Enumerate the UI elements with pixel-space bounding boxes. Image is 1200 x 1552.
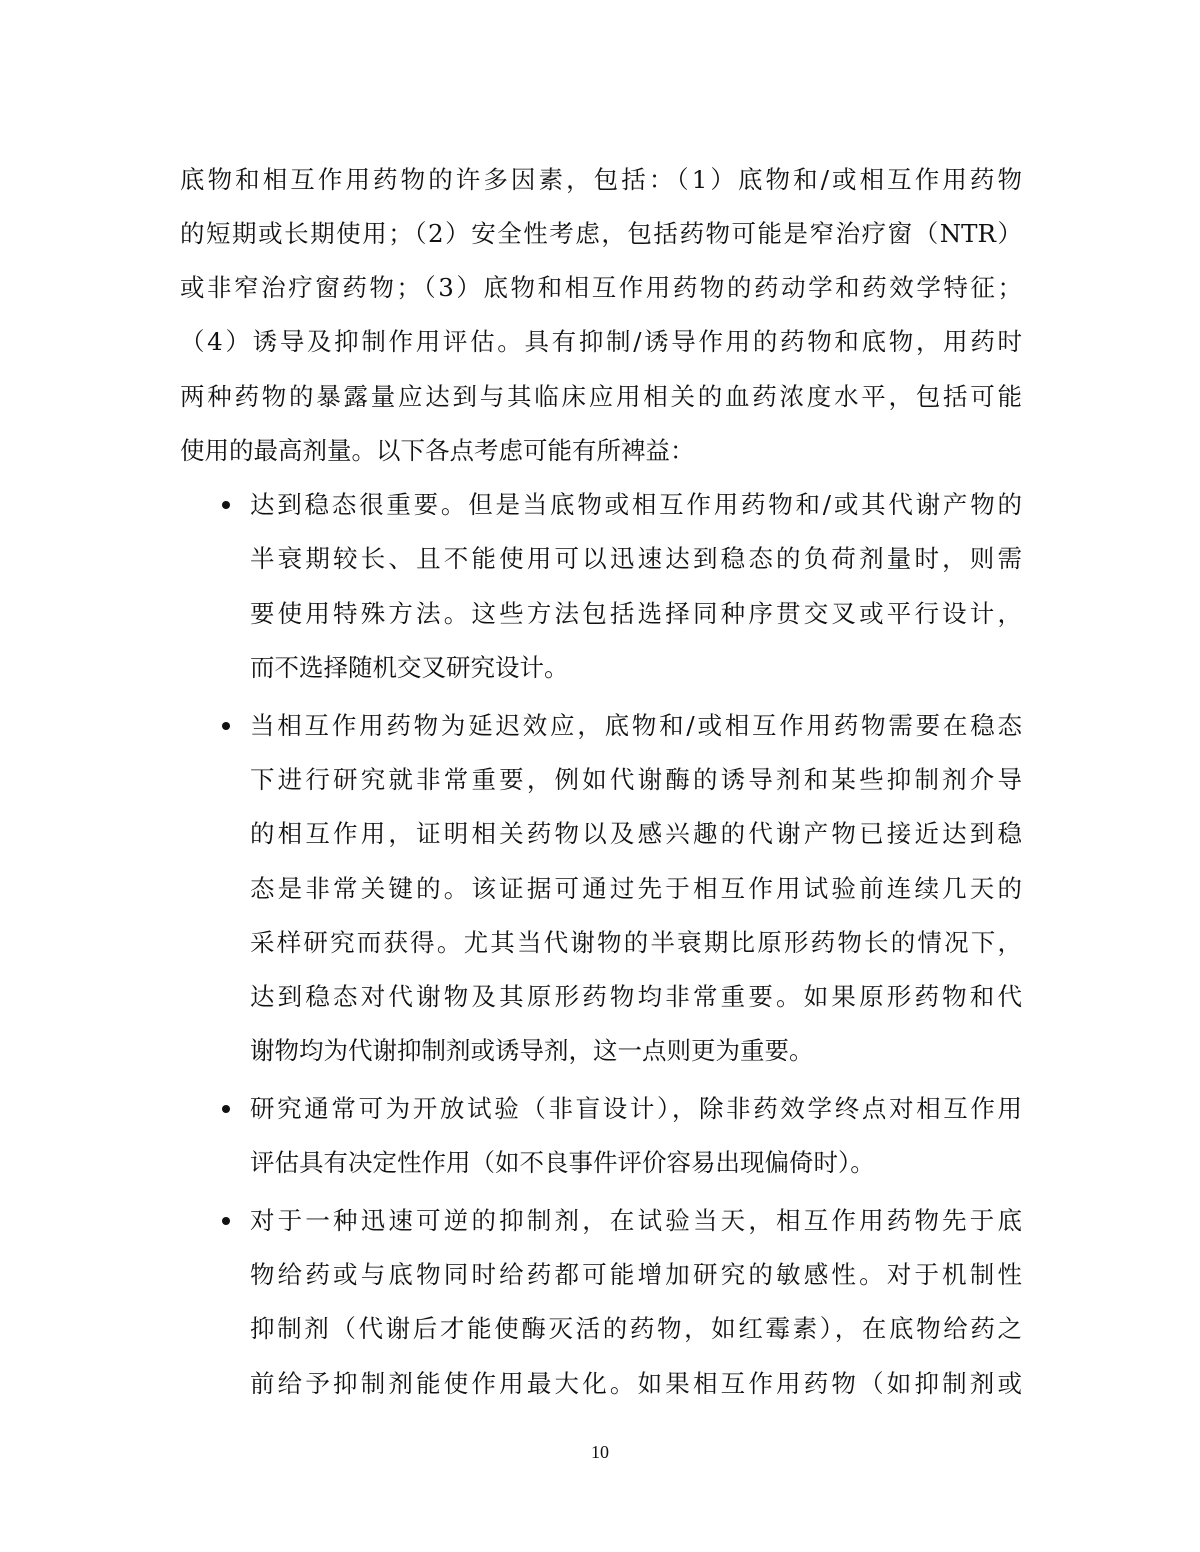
bullet-line: 物给药或与底物同时给药都可能增加研究的敏感性。对于机制性: [250, 1260, 1022, 1289]
paragraph-line: 两种药物的暴露量应达到与其临床应用相关的血药浓度水平，包括可能: [180, 382, 1022, 411]
bullet-icon: [222, 1105, 230, 1113]
paragraph-line: 使用的最高剂量。以下各点考虑可能有所裨益：: [180, 436, 695, 465]
bullet-line: 半衰期较长、且不能使用可以迅速达到稳态的负荷剂量时，则需: [250, 544, 1022, 573]
bullet-line: 抑制剂（代谢后才能使酶灭活的药物，如红霉素），在底物给药之: [250, 1314, 1022, 1343]
bullet-line: 态是非常关键的。该证据可通过先于相互作用试验前连续几天的: [250, 874, 1022, 903]
paragraph-line: 的短期或长期使用；（2）安全性考虑，包括药物可能是窄治疗窗（NTR）: [180, 219, 1022, 248]
bullet-line: 评估具有决定性作用（如不良事件评价容易出现偏倚时）。: [250, 1148, 875, 1177]
bullet-icon: [222, 1217, 230, 1225]
bullet-line: 采样研究而获得。尤其当代谢物的半衰期比原形药物长的情况下，: [250, 928, 1022, 957]
bullet-icon: [222, 501, 230, 509]
bullet-line: 的相互作用，证明相关药物以及感兴趣的代谢产物已接近达到稳: [250, 819, 1022, 848]
bullet-icon: [222, 722, 230, 730]
bullet-line: 达到稳态对代谢物及其原形药物均非常重要。如果原形药物和代: [250, 982, 1022, 1011]
bullet-line: 而不选择随机交叉研究设计。: [250, 653, 569, 682]
bullet-line: 下进行研究就非常重要，例如代谢酶的诱导剂和某些抑制剂介导: [250, 765, 1022, 794]
bullet-line: 当相互作用药物为延迟效应，底物和/或相互作用药物需要在稳态: [250, 711, 1022, 740]
bullet-line: 前给予抑制剂能使作用最大化。如果相互作用药物（如抑制剂或: [250, 1369, 1022, 1398]
paragraph-line: （4）诱导及抑制作用评估。具有抑制/诱导作用的药物和底物，用药时: [180, 327, 1022, 356]
bullet-line: 要使用特殊方法。这些方法包括选择同种序贯交叉或平行设计，: [250, 599, 1022, 628]
bullet-line: 对于一种迅速可逆的抑制剂，在试验当天，相互作用药物先于底: [250, 1206, 1022, 1235]
page-number: 10: [591, 1442, 609, 1462]
bullet-line: 谢物均为代谢抑制剂或诱导剂，这一点则更为重要。: [250, 1036, 814, 1065]
bullet-line: 研究通常可为开放试验（非盲设计），除非药效学终点对相互作用: [250, 1094, 1022, 1123]
paragraph-line: 或非窄治疗窗药物；（3）底物和相互作用药物的药动学和药效学特征；: [180, 273, 1022, 302]
paragraph-line: 底物和相互作用药物的许多因素，包括：（1）底物和/或相互作用药物: [180, 165, 1022, 194]
bullet-line: 达到稳态很重要。但是当底物或相互作用药物和/或其代谢产物的: [250, 490, 1022, 519]
